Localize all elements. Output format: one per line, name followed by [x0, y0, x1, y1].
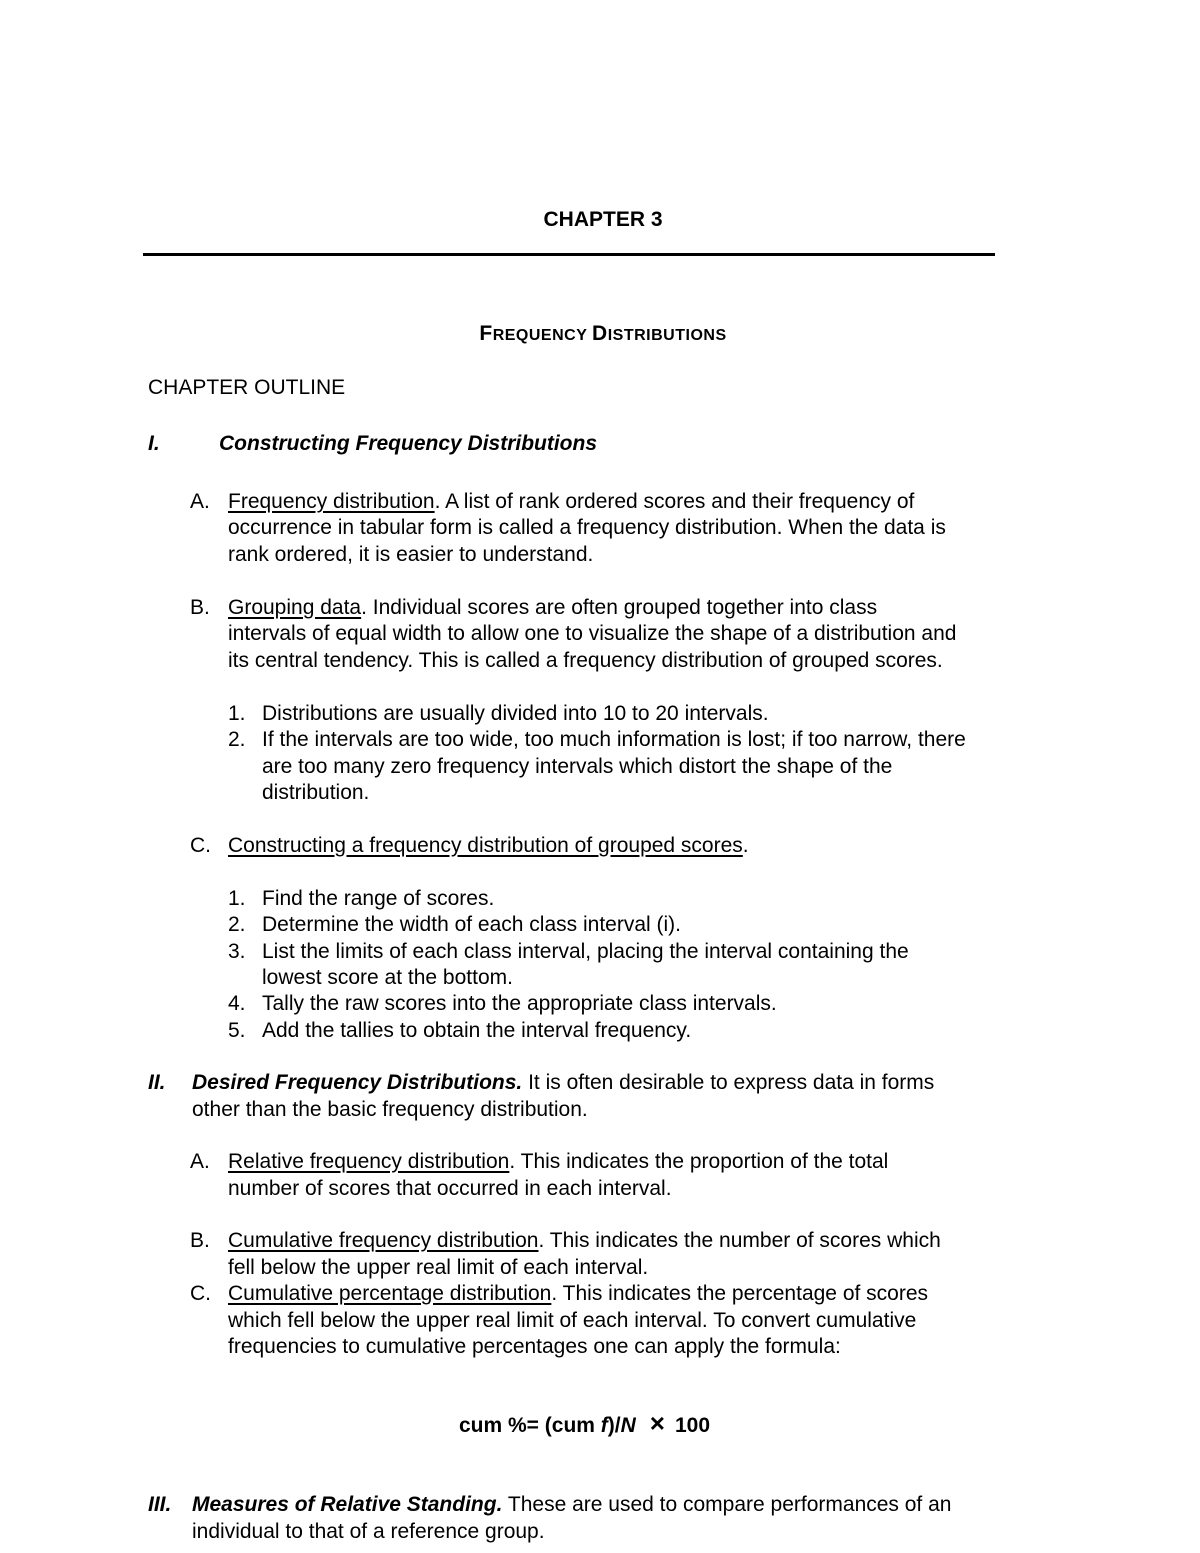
item-2C-term: Cumulative percentage distribution	[228, 1282, 552, 1305]
list-item: List the limits of each class interval, placing the interval containing the	[262, 940, 909, 963]
formula-var-n: N	[620, 1414, 636, 1437]
title-initial-1: F	[479, 322, 493, 345]
item-1B-term: Grouping data	[228, 596, 362, 619]
item-2A-term: Relative frequency distribution	[228, 1150, 510, 1173]
list-number: 2.	[228, 728, 246, 751]
item-1A-line: . A list of rank ordered scores and their frequency of	[434, 490, 915, 513]
formula-part: )/	[607, 1414, 621, 1437]
section-1-title: Constructing Frequency Distributions	[219, 432, 598, 455]
section-2-title: Desired Frequency Distributions.	[192, 1071, 523, 1094]
title-rule	[143, 253, 995, 256]
chapter-number: CHAPTER 3	[543, 208, 663, 231]
item-2B-text	[228, 1228, 941, 1255]
formula	[459, 1408, 711, 1440]
section-2-number: II.	[148, 1071, 166, 1094]
item-1B-line: its central tendency. This is called a frequency distribution of grouped scores.	[228, 649, 943, 672]
item-2B-line: fell below the upper real limit of each interval.	[228, 1256, 649, 1279]
item-2A-line: number of scores that occurred in each interval.	[228, 1177, 672, 1200]
list-item: distribution.	[262, 781, 370, 804]
item-2A-text	[228, 1149, 888, 1176]
item-1A-term: Frequency distribution	[228, 490, 435, 513]
item-2A-letter: A.	[190, 1150, 210, 1173]
item-2C-line: . This indicates the percentage of scores	[551, 1282, 929, 1305]
list-item: Add the tallies to obtain the interval frequency.	[262, 1019, 692, 1042]
outline-heading: CHAPTER OUTLINE	[148, 376, 346, 399]
list-number: 3.	[228, 940, 246, 963]
multiply-icon: ×	[649, 1408, 665, 1438]
section-3-line: individual to that of a reference group.	[192, 1520, 545, 1543]
section-3-intro	[192, 1492, 951, 1519]
list-item: Tally the raw scores into the appropriate class intervals.	[262, 992, 777, 1015]
item-1A-line: occurrence in tabular form is called a frequency distribution. When the data is	[228, 516, 946, 539]
list-number: 2.	[228, 913, 246, 936]
item-1B-letter: B.	[190, 596, 210, 619]
item-1C-text	[228, 833, 749, 860]
item-1A-line: rank ordered, it is easier to understand.	[228, 543, 594, 566]
item-2C-text	[228, 1281, 928, 1308]
title-smallcaps-1: REQUENCY	[492, 327, 593, 344]
formula-var-f: f	[600, 1414, 608, 1437]
formula-part: cum %= (cum	[459, 1414, 601, 1437]
list-item: Find the range of scores.	[262, 887, 495, 910]
section-2-line: other than the basic frequency distribution.	[192, 1098, 588, 1121]
item-2C-line: which fell below the upper real limit of each interval. To convert cumulative	[228, 1309, 917, 1332]
title-initial-2: D	[592, 322, 608, 345]
item-1C-letter: C.	[190, 834, 211, 857]
item-2B-letter: B.	[190, 1229, 210, 1252]
item-1B-line: intervals of equal width to allow one to visualize the shape of a distribution and	[228, 622, 957, 645]
formula-part: 100	[674, 1414, 711, 1437]
item-2C-line: frequencies to cumulative percentages one can apply the formula:	[228, 1335, 841, 1358]
item-1A-letter: A.	[190, 490, 210, 513]
list-number: 1.	[228, 887, 246, 910]
list-item: If the intervals are too wide, too much information is lost; if too narrow, there	[262, 728, 966, 751]
list-item: Distributions are usually divided into 10 to 20 intervals.	[262, 702, 769, 725]
item-2C-letter: C.	[190, 1282, 211, 1305]
list-item: are too many zero frequency intervals which distort the shape of the	[262, 755, 893, 778]
section-3-number: III.	[148, 1493, 172, 1516]
item-1B-text	[228, 595, 877, 622]
item-1A-text	[228, 489, 914, 516]
item-1C-term: Constructing a frequency distribution of grouped scores	[228, 834, 743, 857]
item-2B-term: Cumulative frequency distribution	[228, 1229, 539, 1252]
section-1-number: I.	[148, 432, 160, 455]
section-2-line: It is often desirable to express data in forms	[528, 1071, 935, 1094]
list-number: 4.	[228, 992, 246, 1015]
section-3-line: These are used to compare performances of an	[507, 1493, 952, 1516]
list-number: 5.	[228, 1019, 246, 1042]
item-1C-tail: .	[742, 834, 749, 857]
section-3-title: Measures of Relative Standing.	[192, 1493, 503, 1516]
chapter-title	[0, 322, 1200, 346]
list-number: 1.	[228, 702, 246, 725]
item-2B-line: . This indicates the number of scores which	[538, 1229, 941, 1252]
list-item: lowest score at the bottom.	[262, 966, 513, 989]
item-1B-line: . Individual scores are often grouped together into class	[361, 596, 878, 619]
title-smallcaps-2: ISTRIBUTIONS	[607, 327, 727, 344]
list-item: Determine the width of each class interval (i).	[262, 913, 682, 936]
section-2-intro	[192, 1070, 934, 1097]
item-2A-line: . This indicates the proportion of the total	[509, 1150, 889, 1173]
